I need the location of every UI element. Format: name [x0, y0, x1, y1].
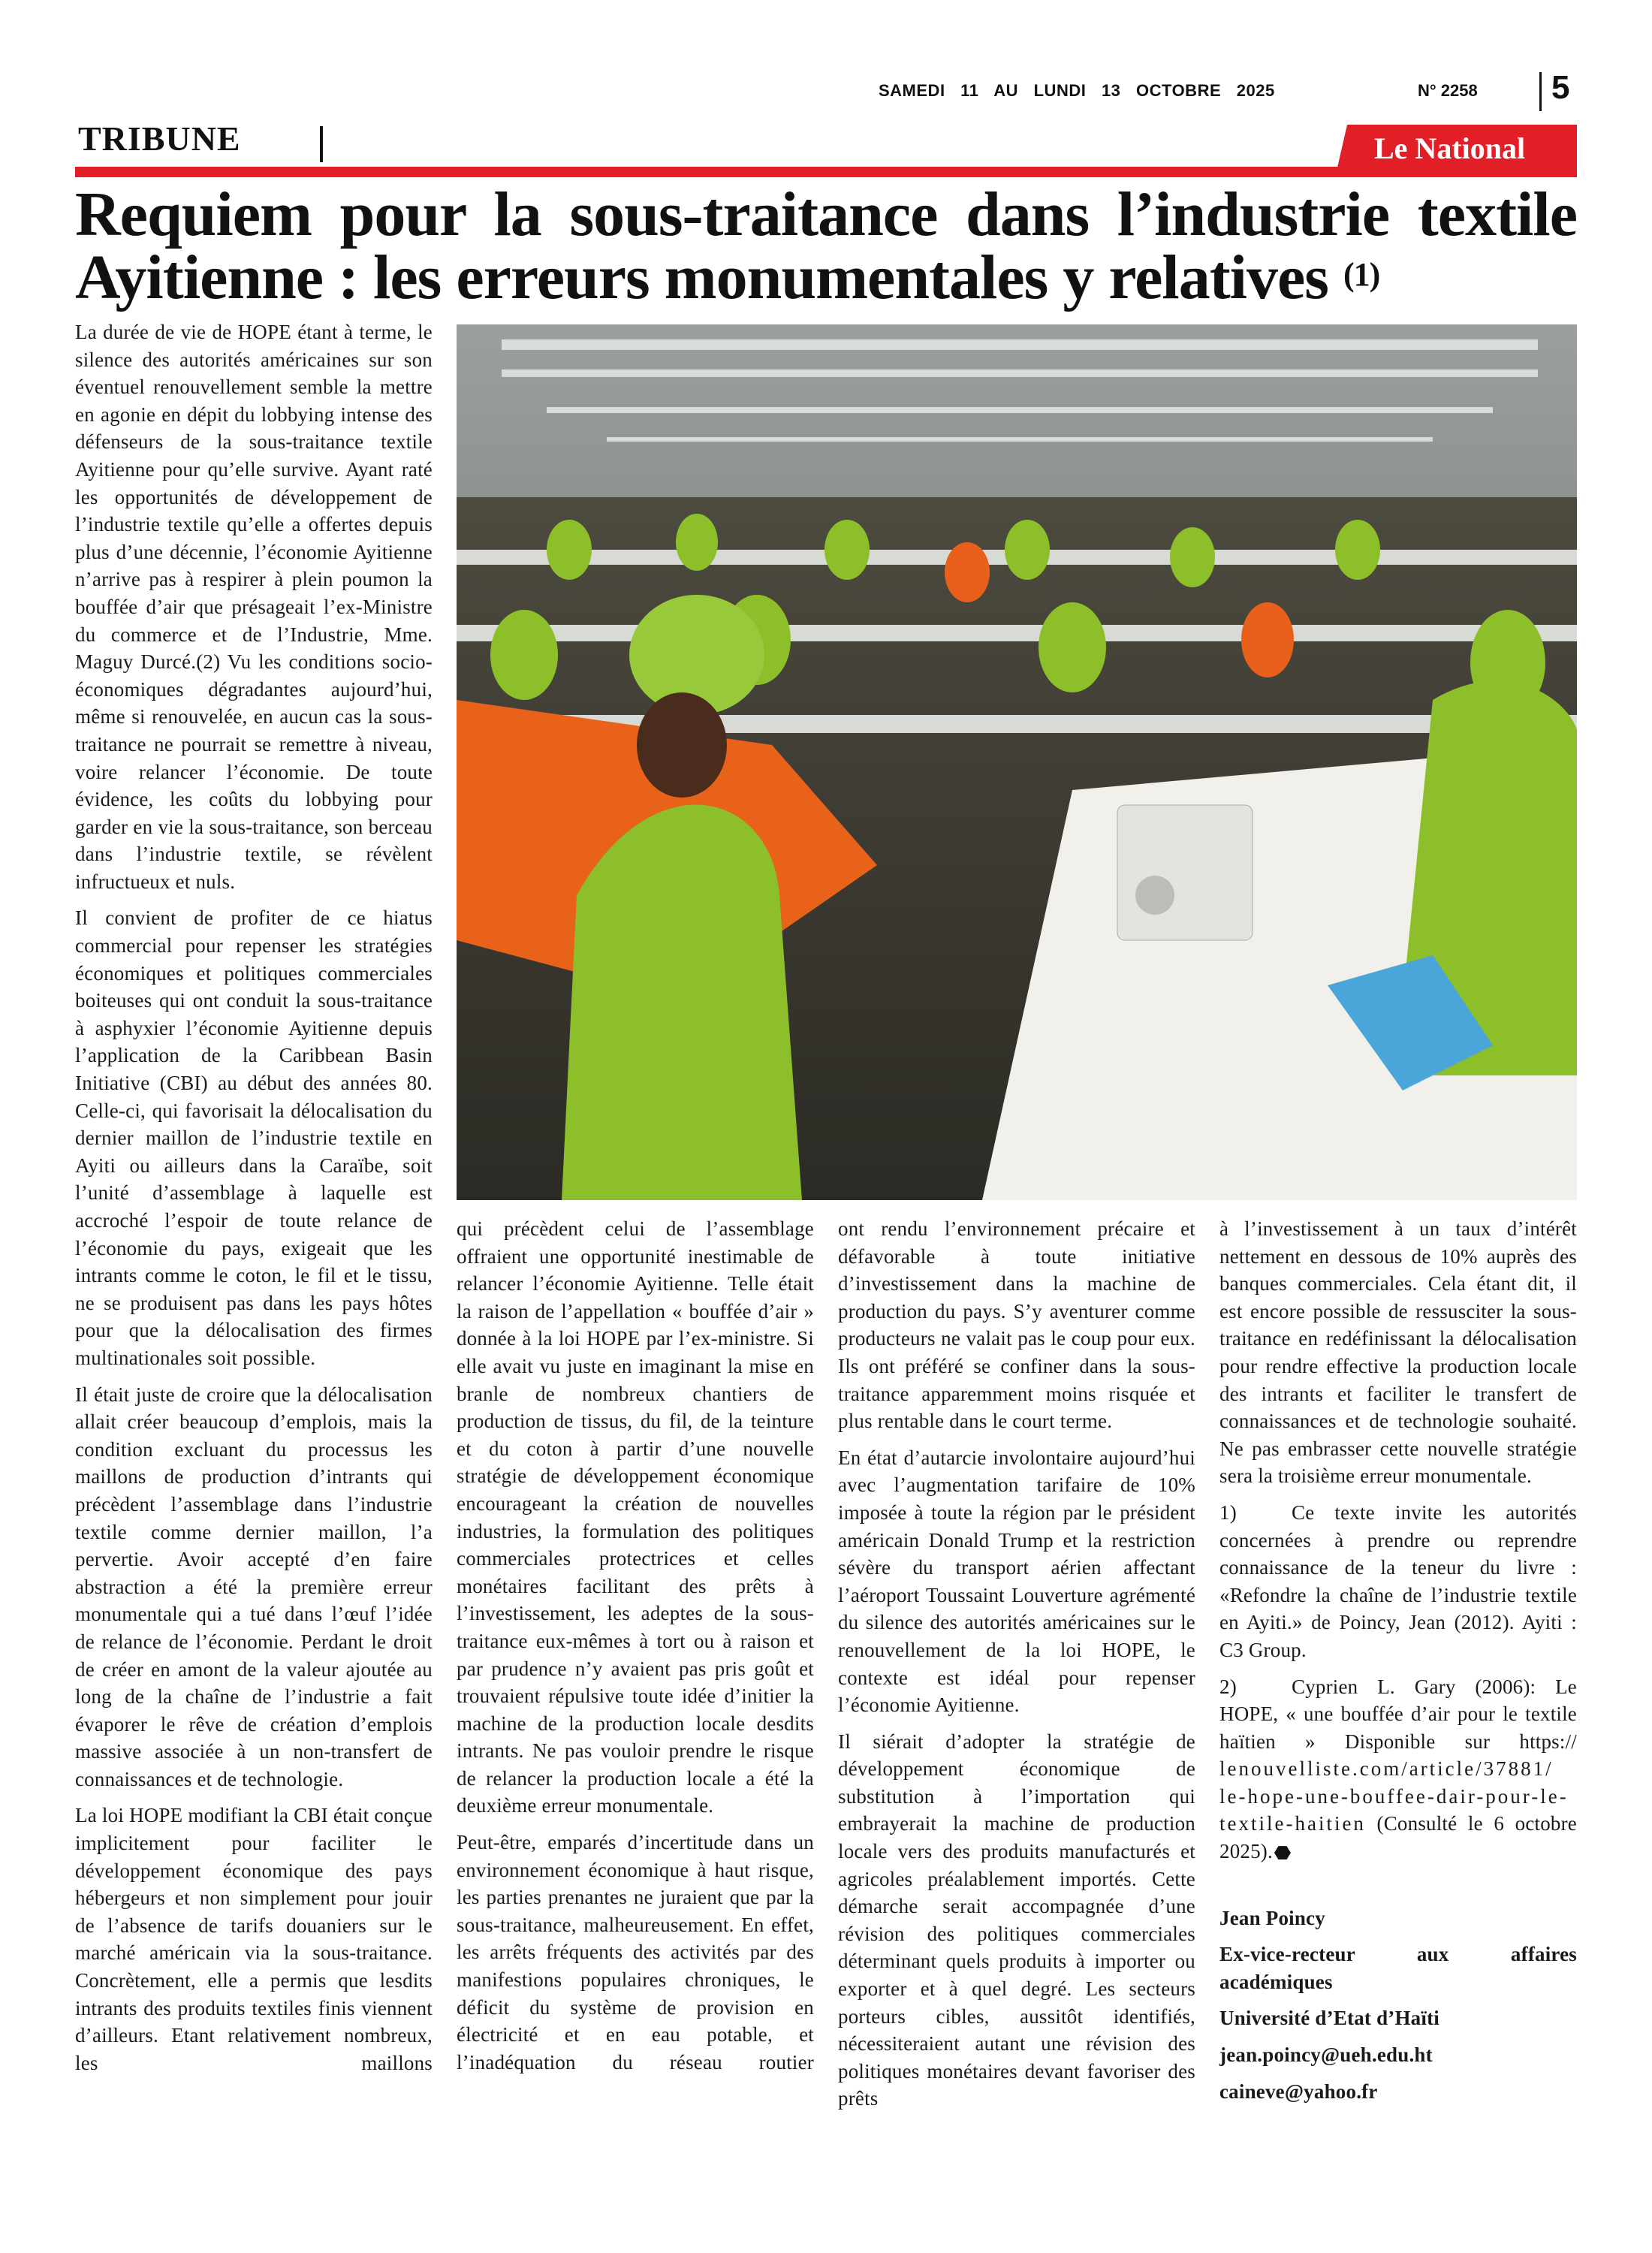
- end-of-article-icon: [1274, 1846, 1291, 1859]
- title-line-1: Requiem pour la sous-traitance dans l’industrie textile: [75, 179, 1577, 249]
- author-institution: Université d’Etat d’Haïti: [1219, 2007, 1439, 2030]
- paragraph: En état d’autarcie involontaire aujourd’hui avec l’augmentation tarifaire de 10% imposée à toute la région par le président américain Donald Trump et la restriction sévère du transport aérien affectant l’aéroport Toussaint Louverture agrémenté du silence des autorités américaines sur le renouvellement de la loi HOPE, le contexte est idéal pour repenser l’économie Ayitienne.: [838, 1446, 1195, 1717]
- article-column-3: [838, 1215, 1195, 2113]
- paragraph: qui précèdent celui de l’assemblage offraient une opportunité inestimable de relancer l’économie Ayitienne. Telle était la raison de l’appellation « bouffée d’air » donnée à la loi HOPE par l’ex-ministre. Si elle avait vu juste en imaginant la mise en branle de nombreux chantiers de production de tissus, du fil, de la teinture et du coton à partir d’une nouvelle stratégie de développement économique encourageant la création de nouvelles industries, la formulation des politiques commerciales protectrices et celles monétaires facilitant des prêts à l’investissement, les adeptes de la sous-traitance eux-mêmes à tort ou à raison et par prudence n’y avaient pas pris goût et trouvaient répulsive toute idée d’initier la machine de la production locale desdits intrants. Ne pas vouloir prendre le risque de relancer la production locale a été la deuxième erreur monumentale.: [457, 1217, 814, 1817]
- footnote-number: 2): [1219, 1675, 1237, 1698]
- paragraph: ont rendu l’environnement précaire et défavorable à toute initiative d’investissement dans la machine de production du pays. S’y aventurer comme producteurs ne valait pas le coup pour eux. Ils ont préféré se confiner dans la sous-traitance apparemment moins risquée et plus rentable dans le court terme.: [838, 1217, 1195, 1433]
- page-number: 5: [1551, 69, 1570, 106]
- issue-number: N° 2258: [1418, 81, 1478, 100]
- paragraph: Peut-être, emparés d’incertitude dans un environnement économique à haut risque, les parties prenantes ne juraient que par la sous-traitance, malheureusement. En effet, les arrêts fréquents des activités par des manifestions populaires chroniques, le déficit du système de provision en électricité et en eau potable, et l’inadéquation du réseau routier: [457, 1831, 814, 2074]
- footnote-number: 1): [1219, 1500, 1237, 1524]
- dateline: SAMEDI 11 AU LUNDI 13 OCTOBRE 2025: [879, 81, 1275, 100]
- article-column-2: [457, 1215, 814, 2076]
- garment-factory-photo: [457, 324, 1577, 1200]
- page-number-divider: [1539, 72, 1542, 111]
- author-title: Ex-vice-recteur aux affaires académiques: [1219, 1943, 1577, 1993]
- footnote-text: Ce texte invite les autorités concernées à prendre ou reprendre connaissance de la teneur du livre : «Refondre la chaîne de l’industrie textile en Ayiti.» de Poincy, Jean (2012). Ayiti : C3 Group.: [1219, 1500, 1577, 1661]
- paragraph: Il convient de profiter de ce hiatus commercial pour repenser les stratégies économiques et politiques commerciales boiteuses qui ont conduit la sous-traitance à asphyxier l’économie Ayitienne depuis l’application de la Caribbean Basin Initiative (CBI) au début des années 80. Celle-ci, qui favorisait la délocalisation du dernier maillon de l’industrie textile en Ayiti ou ailleurs dans la Caraïbe, soit l’unité d’assemblage à laquelle est accroché l’espoir de toute relance de l’économie du pays, exigeait que les intrants comme le coton, le fil et le tissu, ne se produisent pas dans les pays hôtes pour que la délocalisation des firmes multinationales soit possible.: [75, 906, 433, 1369]
- author-email-1[interactable]: jean.poincy@ueh.edu.ht: [1219, 2043, 1433, 2067]
- brand-logo: Le National: [1374, 131, 1526, 165]
- paragraph: La loi HOPE modifiant la CBI était conçue implicitement pour faciliter le développement économique des pays hébergeurs et non simplement pour jouir de l’absence de tarifs douaniers sur le marché américain via la sous-traitance. Concrètement, elle a permis que lesdits intrants des produits textiles finis viennent d’ailleurs. Etant relativement nombreux, les maillons: [75, 1804, 433, 2074]
- footnote-text-after: (Consulté le 6 octobre 2025).: [1219, 1812, 1577, 1863]
- photo-icon: [457, 324, 1577, 1200]
- paragraph: à l’investissement à un taux d’intérêt nettement en dessous de 10% auprès des banques commerciales. Cela étant dit, il est encore possible de ressusciter la sous-traitance en redéfinissant la délocalisation pour rendre effective la production locale des intrants et faciliter le transfert de connaissances et de technologie souhaité. Ne pas embrasser cette nouvelle stratégie sera la troisième erreur monumentale.: [1219, 1217, 1577, 1488]
- section-rubric: TRIBUNE: [78, 119, 241, 158]
- article-column-1: [75, 318, 433, 2077]
- article-title: [75, 179, 1577, 312]
- author-name: Jean Poincy: [1219, 1906, 1325, 1929]
- paragraph: Il siérait d’adopter la stratégie de développement économique de substitution à l’importation qui embrayerait la machine de production locale vers des produits manufacturés et agricoles préalablement importés. Cette démarche serait accompagnée d’une révision des politiques commerciales déterminant quels produits à importer ou exporter et à quel degré. Les secteurs porteurs cibles, aussitôt identifiés, nécessiteraient autant une révision des politiques monétaires devant favoriser des prêts: [838, 1730, 1195, 2110]
- title-line-2: [75, 243, 1577, 312]
- footnote-text: Cyprien L. Gary (2006): Le HOPE, « une bouffée d’air pour le textile haïtien » Disponible sur https://: [1219, 1675, 1577, 1753]
- paragraph: La durée de vie de HOPE étant à terme, le silence des autorités américaines sur son éventuel renouvellement semble la mettre en agonie en dépit du lobbying intense des défenseurs de la sous-traitance textile Ayitienne pour qu’elle survive. Ayant raté les opportunités de développement de l’industrie textile qu’elle a offertes depuis plus d’une décennie, l’économie Ayitienne n’arrive pas à respirer à plein poumon la bouffée d’air que présageait l’ex-Ministre du commerce et de l’Industrie, Mme. Maguy Durcé.(2) Vu les conditions socio-économiques dégradantes aujourd’hui, même si renouvelée, en aucun cas la sous-traitance ne pourrait se remettre à niveau, voire relancer l’économie. De toute évidence, les coûts du lobbying pour garder en vie la sous-traitance, son berceau dans l’industrie textile, se révèlent infructueux et nuls.: [75, 321, 433, 893]
- rubric-divider: [320, 126, 323, 162]
- author-email-2[interactable]: caineve@yahoo.fr: [1219, 2080, 1378, 2103]
- title-footnote-ref: (1): [1343, 256, 1380, 293]
- paragraph: Il était juste de croire que la délocalisation allait créer beaucoup d’emplois, mais la condition excluant du processus les maillons de production d’intrants qui précèdent l’assemblage dans l’industrie textile comme dernier maillon, l’a pervertie. Avoir accepté d’en faire abstraction a été la première erreur monumentale qui a tué dans l’œuf l’idée de relance de l’économie. Perdant le droit de créer en amont de la valeur ajoutée au long de la chaîne de l’industrie a fait évaporer le rêve de création d’emplois massive associée à un non-transfert de connaissances et de technologie.: [75, 1383, 433, 1790]
- footnote-1: [1219, 1499, 1577, 1664]
- footnote-2: [1219, 1673, 1577, 1865]
- footnote-url[interactable]: lenouvelliste.com/article/37881/ le-hope-une-bouffee-dair-pour-le-textile-haitien: [1219, 1757, 1569, 1835]
- article-column-4: [1219, 1215, 1577, 2114]
- title-line-2-text: Ayitienne : les erreurs monumentales y relatives: [75, 243, 1328, 312]
